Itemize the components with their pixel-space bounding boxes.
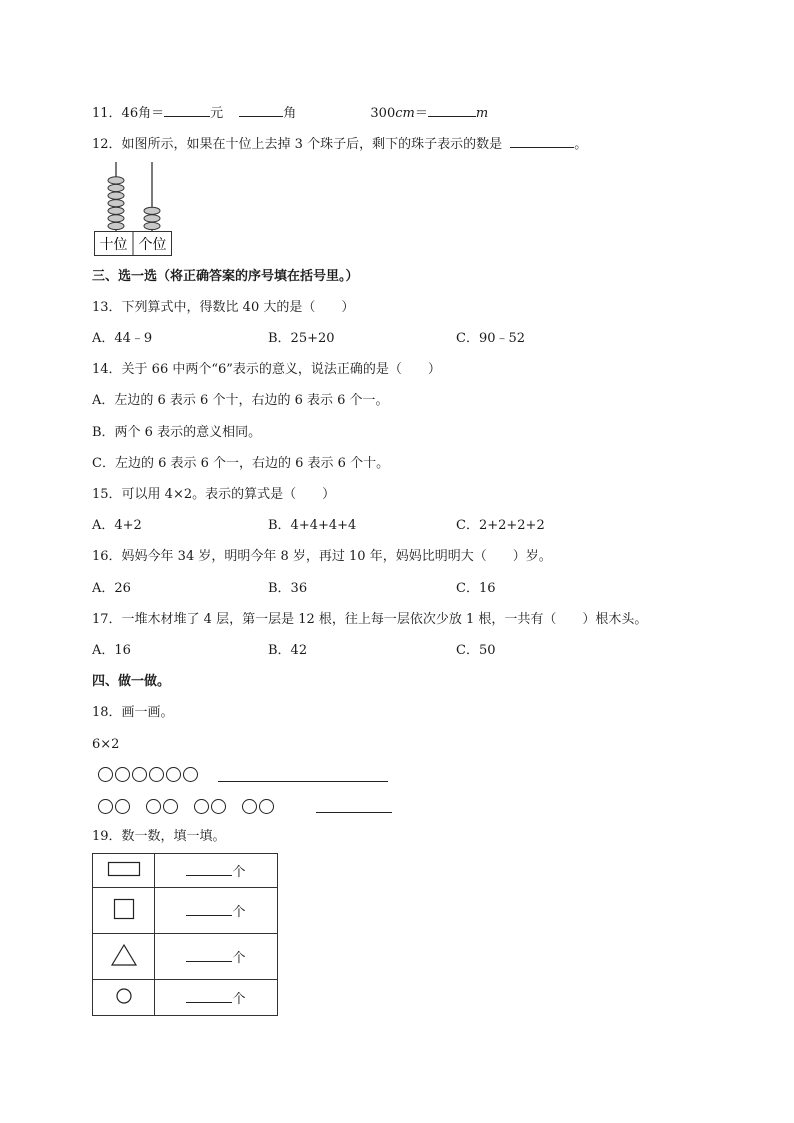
tens-label: 十位 <box>99 237 128 253</box>
unit-label: 个 <box>232 905 246 920</box>
answer-blank-yuan[interactable] <box>164 102 210 117</box>
question-15: 15．可以用 4×2。表示的算式是（ ） <box>92 487 336 502</box>
shape-cell <box>93 888 155 934</box>
circle-icon <box>163 799 178 814</box>
option-b[interactable]: B．25+20 <box>268 331 335 346</box>
table-row <box>93 854 278 888</box>
option-a[interactable]: A．26 <box>92 581 131 596</box>
question-16: 16．妈妈今年 34 岁，明明今年 8 岁，再过 10 年，妈妈比明明大（ ）岁。 <box>92 549 552 564</box>
section-3-title: 三、选一选（将正确答案的序号填在括号里。） <box>92 269 359 284</box>
circle-icon <box>98 767 113 782</box>
answer-cell[interactable] <box>155 934 278 980</box>
triangle-icon <box>110 943 138 967</box>
answer-blank[interactable] <box>186 902 232 916</box>
unit-label: 个 <box>232 992 246 1007</box>
option-c[interactable]: C．2+2+2+2 <box>456 518 545 533</box>
option-b[interactable]: B．42 <box>268 643 308 658</box>
punctuation: 。 <box>574 137 588 152</box>
unit-label: cm <box>395 106 415 121</box>
option-c[interactable]: C．90﹣52 <box>456 331 526 346</box>
shape-cell <box>93 980 155 1016</box>
unit-label: 角 <box>283 106 297 121</box>
circle-icon <box>146 799 161 814</box>
ones-label: 个位 <box>138 237 167 253</box>
unit-label: m <box>475 106 489 121</box>
answer-line-2[interactable] <box>316 812 392 813</box>
circle-icon <box>132 767 147 782</box>
abacus-figure <box>94 160 172 256</box>
question-12 <box>92 133 587 154</box>
answer-cell[interactable] <box>155 980 278 1016</box>
count-table <box>92 853 278 1016</box>
question-number: 11． <box>92 106 122 121</box>
answer-line-1[interactable] <box>218 781 388 782</box>
table-row <box>93 980 278 1016</box>
question-19: 19．数一数，填一填。 <box>92 829 226 844</box>
circle-icon <box>166 767 181 782</box>
circle-icon <box>242 799 257 814</box>
circle-icon <box>114 986 134 1006</box>
question-13: 13．下列算式中，得数比 40 大的是（ ） <box>92 300 355 315</box>
table-row <box>93 934 278 980</box>
option-b[interactable]: B．4+4+4+4 <box>268 518 357 533</box>
option-a[interactable]: A．44﹣9 <box>92 331 153 346</box>
tens-bead <box>108 192 124 199</box>
question-17: 17．一堆木材堆了 4 层，第一层是 12 根，往上每一层依次少放 1 根，一共有（ ）根木头。 <box>92 612 648 627</box>
shape-cell <box>93 934 155 980</box>
answer-blank-m[interactable] <box>428 102 476 117</box>
tens-bead <box>108 207 124 214</box>
rectangle-icon <box>107 859 141 879</box>
circle-icon <box>149 767 164 782</box>
answer-cell[interactable] <box>155 854 278 888</box>
circle-icon <box>115 799 130 814</box>
circle-icon <box>98 799 113 814</box>
answer-blank[interactable] <box>186 862 232 876</box>
unit-label: 个 <box>232 865 246 880</box>
option-a[interactable]: A．4+2 <box>92 518 142 533</box>
section-4-title: 四、做一做。 <box>92 674 171 689</box>
question-11 <box>92 102 488 123</box>
ones-bead <box>144 215 160 222</box>
question-18: 18．画一画。 <box>92 705 174 720</box>
abacus-rods <box>108 162 160 232</box>
answer-blank[interactable] <box>186 948 232 962</box>
circle-group <box>146 798 180 816</box>
option-b[interactable]: B．两个 6 表示的意义相同。 <box>92 425 262 440</box>
tens-bead <box>108 184 124 191</box>
question-text: 12．如图所示，如果在十位上去掉 3 个珠子后，剩下的珠子表示的数是 <box>92 137 503 152</box>
option-a[interactable]: A．16 <box>92 643 131 658</box>
question-text: 46角＝ <box>121 106 165 121</box>
option-c[interactable]: C．左边的 6 表示 6 个一，右边的 6 表示 6 个十。 <box>92 456 390 471</box>
tens-bead <box>108 215 124 222</box>
circle-row-1 <box>98 766 200 784</box>
circle-icon <box>194 799 209 814</box>
option-c[interactable]: C．16 <box>456 581 496 596</box>
circle-icon <box>115 767 130 782</box>
unit-label: 元 <box>210 106 224 121</box>
answer-blank[interactable] <box>510 133 574 148</box>
answer-cell[interactable] <box>155 888 278 934</box>
ones-bead <box>144 207 160 214</box>
tens-bead <box>108 222 124 229</box>
answer-blank-jiao[interactable] <box>239 102 283 117</box>
tens-bead <box>108 200 124 207</box>
option-c[interactable]: C．50 <box>456 643 496 658</box>
expression: 6×2 <box>92 737 120 752</box>
shape-cell <box>93 854 155 888</box>
circle-icon <box>259 799 274 814</box>
table-row <box>93 888 278 934</box>
option-a[interactable]: A．左边的 6 表示 6 个十，右边的 6 表示 6 个一。 <box>92 393 389 408</box>
circle-icon <box>211 799 226 814</box>
equals-sign: ＝ <box>414 106 428 121</box>
circle-group <box>194 798 228 816</box>
circle-group <box>98 798 132 816</box>
circle-group <box>242 798 276 816</box>
question-14: 14．关于 66 中两个“6”表示的意义，说法正确的是（ ） <box>92 362 441 377</box>
question-text: 300 <box>370 106 396 121</box>
answer-blank[interactable] <box>186 989 232 1003</box>
ones-bead <box>144 222 160 229</box>
circle-row-2 <box>98 798 290 816</box>
unit-label: 个 <box>232 951 246 966</box>
tens-bead <box>108 177 124 184</box>
square-icon <box>112 897 136 921</box>
circle-icon <box>183 767 198 782</box>
option-b[interactable]: B．36 <box>268 581 308 596</box>
